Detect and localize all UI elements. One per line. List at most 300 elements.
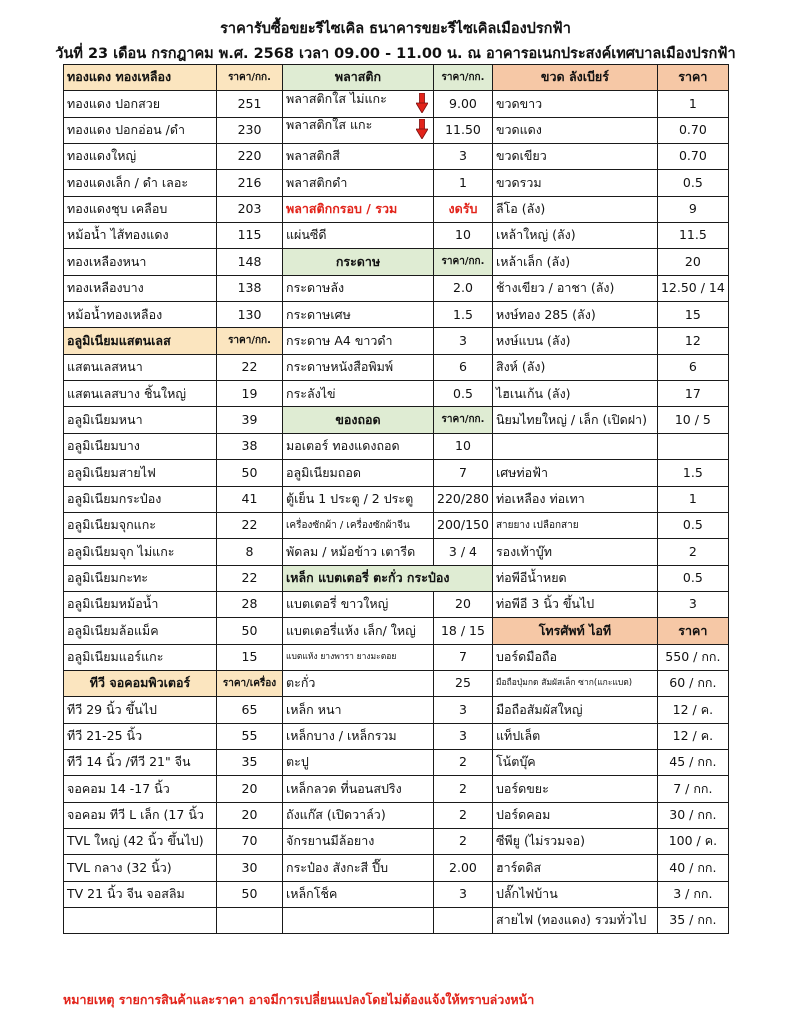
cell-text: ลีโอ (ลัง) [495,201,546,217]
down-arrow-icon [416,119,428,142]
price-cell [217,275,283,301]
price-cell [434,354,493,380]
item-cell [283,460,434,486]
cell-text: ราคา/กก. [228,71,271,83]
table-row [64,776,729,802]
cell-text: 70 [241,833,258,849]
price-cell [434,196,493,222]
price-cell [217,512,283,538]
table-row [64,65,729,91]
cell-text: 18 / 15 [440,622,485,638]
price-cell [434,670,493,696]
item-cell [64,196,217,222]
cell-text: ปลั๊กไฟบ้าน [495,886,558,902]
price-cell [434,776,493,802]
price-cell [657,855,728,881]
cell-text: 45 / กก. [669,754,717,770]
cell-text: 9.00 [449,95,477,111]
cell-text: 7 [458,464,467,480]
cell-text: 38 [241,438,258,454]
cell-text: ตู้เย็น 1 ประตู / 2 ประตู [286,490,414,506]
item-cell [283,381,434,407]
price-cell [434,302,493,328]
cell-text: เหล้าเล็ก (ลัง) [495,253,571,269]
item-cell [283,855,434,881]
cell-text: 251 [237,95,262,111]
item-cell [492,460,657,486]
price-cell [217,91,283,117]
item-cell [64,117,217,143]
item-cell [64,591,217,617]
cell-text: 35 / กก. [669,912,717,928]
cell-text: 10 [455,227,471,243]
price-cell [434,223,493,249]
cell-text: ตะกั่ว [286,675,316,691]
category-header [434,249,493,275]
item-cell [64,539,217,565]
cell-text: 22 [241,517,258,533]
price-cell [434,908,493,934]
price-cell [217,196,283,222]
cell-text: อลูมิเนียมสายไฟ [67,464,156,480]
item-cell [283,539,434,565]
cell-text: 35 [241,754,258,770]
price-cell [657,460,728,486]
category-header [283,407,434,433]
price-cell [217,749,283,775]
cell-text: พลาสติก [334,69,382,85]
table-row [64,144,729,170]
price-cell [657,908,728,934]
cell-text: บอร์ดขยะ [495,780,549,796]
item-cell [283,144,434,170]
price-cell [217,618,283,644]
cell-text: กระดาษเศษ [286,306,351,322]
item-cell [492,117,657,143]
cell-text: อลูมิเนียมกระป๋อง [67,490,162,506]
item-cell [283,512,434,538]
item-cell [492,908,657,934]
cell-text: 20 [241,780,258,796]
item-cell [283,433,434,459]
price-cell [657,539,728,565]
cell-text: แผ่นซีดี [286,227,327,243]
table-row [64,670,729,696]
cell-text: อลูมิเนียมจุก ไม่แกะ [67,543,175,559]
cell-text: 220 [237,148,262,164]
category-header [283,565,493,591]
cell-text: ฮาร์ดดิส [495,859,542,875]
price-cell [217,433,283,459]
price-table [63,64,729,934]
cell-text: ราคา [678,622,708,638]
cell-text: 2 [688,543,697,559]
cell-text: พลาสติกใส ไม่แกะ [286,90,387,106]
cell-text: 20 [455,596,471,612]
table-row [64,828,729,854]
price-cell [217,407,283,433]
cell-text: ทองแดงใหญ่ [67,148,137,164]
price-cell [217,881,283,907]
item-cell [492,881,657,907]
price-cell [217,908,283,934]
price-cell [217,381,283,407]
cell-text: อลูมิเนียมบาง [67,438,140,454]
item-cell [64,908,217,934]
cell-text: อลูมิเนียมล้อแม็ค [67,622,159,638]
cell-text: แสตนเลสบาง ชิ้นใหญ่ [67,385,186,401]
price-cell [434,170,493,196]
item-cell [64,723,217,749]
cell-text: พัดลม / หม้อข้าว เตารีด [286,543,416,559]
item-cell [492,223,657,249]
price-cell [657,433,728,459]
category-header [283,65,434,91]
table-row [64,460,729,486]
cell-text: เศษท่อฟ้า [495,464,549,480]
page-title: ราคารับซื้อขยะรีไซเคิล ธนาคารขยะรีไซเคิลเมืองปรกฟ้า [220,21,571,37]
cell-text: ขวด ลังเบียร์ [540,69,609,85]
cell-text: มอเตอร์ ทองแดงถอด [286,438,400,454]
price-cell [434,802,493,828]
cell-text: สายไฟ (ทองแดง) รวมทั่วไป [495,912,647,928]
price-cell [217,460,283,486]
price-cell [657,91,728,117]
item-cell [283,591,434,617]
item-cell [492,670,657,696]
item-cell [64,697,217,723]
cell-text: 12 / ค. [672,728,714,744]
cell-text: พลาสติกสี [286,148,340,164]
price-cell [657,881,728,907]
cell-text: เหล็กโช็ค [286,886,338,902]
cell-text: เหล็ก แบตเตอรี่ ตะกั่ว กระป๋อง [286,569,450,585]
cell-text: ราคา/กก. [228,335,271,347]
price-cell [434,275,493,301]
price-cell [217,565,283,591]
cell-text: 200/150 [437,517,489,533]
table-row [64,249,729,275]
price-cell [657,723,728,749]
cell-text: 2 [458,807,467,823]
price-cell [217,591,283,617]
item-cell [283,486,434,512]
cell-text: 1.5 [453,306,473,322]
cell-text: 2 [458,833,467,849]
item-cell [283,117,434,143]
price-cell [434,749,493,775]
item-cell [283,223,434,249]
cell-text: 2 [458,780,467,796]
cell-text: หงษ์ทอง 285 (ลัง) [495,306,596,322]
item-cell [283,644,434,670]
cell-text: ราคา [678,69,708,85]
category-header [217,670,283,696]
table-row [64,170,729,196]
price-cell [217,802,283,828]
item-cell [64,249,217,275]
cell-text: เหล็กบาง / เหล็กรวม [286,728,397,744]
price-cell [657,591,728,617]
cell-text: แบตเตอรี่ ขาวใหญ่ [286,596,389,612]
category-header [283,249,434,275]
cell-text: 25 [455,675,471,691]
item-cell [64,354,217,380]
price-cell [217,117,283,143]
price-cell [657,223,728,249]
cell-text: ราคา/กก. [441,414,485,426]
cell-text: ทีวี 14 นิ้ว /ทีวี 21" จีน [67,754,191,770]
category-header [657,618,728,644]
price-cell [434,144,493,170]
category-header [492,618,657,644]
table-row [64,749,729,775]
price-cell [434,460,493,486]
price-cell [434,855,493,881]
cell-text: กระดาษลัง [286,280,345,296]
price-cell [657,117,728,143]
cell-text: 19 [241,385,258,401]
item-cell [283,302,434,328]
cell-text: ทองเหลืองบาง [67,280,144,296]
cell-text: 216 [237,174,262,190]
price-cell [657,802,728,828]
category-header [434,65,493,91]
item-cell [492,644,657,670]
price-cell [657,144,728,170]
cell-text: ขวดขาว [495,95,543,111]
item-cell [64,170,217,196]
cell-text: 12 [684,332,701,348]
price-cell [434,512,493,538]
cell-text: 22 [241,569,258,585]
table-row [64,486,729,512]
cell-text: 550 / กก. [665,648,721,664]
cell-text: 1 [688,490,697,506]
cell-text: 50 [241,622,258,638]
cell-text: 40 / กก. [669,859,717,875]
cell-text: 15 [684,306,701,322]
price-cell [217,723,283,749]
price-cell [657,381,728,407]
cell-text: 3 [458,728,467,744]
cell-text: 3 [458,332,467,348]
item-cell [64,776,217,802]
cell-text: กระดาษ A4 ขาวดำ [286,332,393,348]
price-cell [434,328,493,354]
price-cell [657,749,728,775]
item-cell [492,196,657,222]
cell-text: 2 [458,754,467,770]
price-cell [434,591,493,617]
cell-text: ขวดเขียว [495,148,547,164]
cell-text: 138 [237,280,262,296]
table-row [64,381,729,407]
item-cell [283,697,434,723]
cell-text: 12.50 / 14 [660,280,725,296]
category-header [217,328,283,354]
cell-text: 130 [237,306,262,322]
cell-text: บอร์ดมือถือ [495,648,558,664]
cell-text: 20 [241,807,258,823]
cell-text: 65 [241,701,258,717]
item-cell [64,618,217,644]
item-cell [492,91,657,117]
price-cell [434,381,493,407]
item-cell [64,512,217,538]
cell-text: 1 [458,174,467,190]
item-cell [64,275,217,301]
cell-text: กระดาษ [335,253,381,269]
table-row [64,223,729,249]
table-row [64,591,729,617]
price-cell [657,302,728,328]
cell-text: 230 [237,122,262,138]
table-row [64,881,729,907]
price-cell [217,223,283,249]
cell-text: กระดาษหนังสือพิมพ์ [286,359,394,375]
cell-text: 50 [241,886,258,902]
price-cell [657,512,728,538]
table-row [64,565,729,591]
item-cell [283,723,434,749]
item-cell [492,828,657,854]
item-cell [492,776,657,802]
price-cell [657,249,728,275]
price-cell [434,881,493,907]
table-row [64,512,729,538]
item-cell [492,407,657,433]
table-row [64,723,729,749]
cell-text: ทีวี 21-25 นิ้ว [67,728,143,744]
cell-text: ทองแดง ปอกสวย [67,95,161,111]
item-cell [492,855,657,881]
item-cell [64,881,217,907]
cell-text: พลาสติกใส แกะ [286,117,373,133]
price-cell [217,249,283,275]
price-cell [657,670,728,696]
cell-text: 12 / ค. [672,701,714,717]
table-row [64,275,729,301]
item-cell [64,802,217,828]
price-cell [434,644,493,670]
item-cell [492,170,657,196]
item-cell [283,749,434,775]
cell-text: 3 [458,701,467,717]
cell-text: 0.5 [453,385,473,401]
item-cell [283,170,434,196]
item-cell [492,749,657,775]
item-cell [283,828,434,854]
item-cell [283,328,434,354]
price-cell [217,828,283,854]
cell-text: แบตแห้ง ยางพารา ยางมะตอย [286,651,397,662]
cell-text: 0.5 [682,174,703,190]
price-cell [434,486,493,512]
cell-text: 2.00 [449,859,477,875]
cell-text: 55 [241,728,258,744]
cell-text: 41 [241,490,258,506]
cell-text: ทองแดงชุบ เคลือบ [67,201,168,217]
cell-text: เหล้าใหญ่ (ลัง) [495,227,576,243]
item-cell [64,433,217,459]
price-cell [657,407,728,433]
cell-text: ทีวี 29 นิ้ว ขึ้นไป [67,701,157,717]
cell-text: 3 [458,148,467,164]
price-cell [434,723,493,749]
cell-text: ท่อเหลือง ท่อเทา [495,490,585,506]
item-cell [283,354,434,380]
cell-text: ตะปู [286,754,309,770]
cell-text: จอคอม ทีวี L เล็ก (17 นิ้ว [67,807,204,823]
table-row [64,644,729,670]
price-cell [434,433,493,459]
price-cell [657,354,728,380]
cell-text: 220/280 [437,490,489,506]
cell-text: พลาสติกกรอบ / รวม [286,201,398,217]
cell-text: หม้อน้ำ ไส้ทองแดง [67,227,169,243]
cell-text: 3 [688,596,697,612]
cell-text: จักรยานมีล้อยาง [286,833,375,849]
price-cell [217,354,283,380]
cell-text: 50 [241,464,258,480]
price-cell [657,328,728,354]
table-row [64,302,729,328]
cell-text: อลูมิเนียมถอด [286,464,361,480]
cell-text: 17 [684,385,701,401]
item-cell [64,828,217,854]
price-cell [217,644,283,670]
item-cell [283,618,434,644]
price-cell [657,486,728,512]
table-row [64,802,729,828]
cell-text: อลูมิเนียมกะทะ [67,569,149,585]
table-row [64,618,729,644]
item-cell [283,908,434,934]
page-subtitle-date: วันที่ 23 เดือน กรกฎาคม พ.ศ. 2568 เวลา 09.00 - 11.00 น. ณ อาคารอเนกประสงค์เทศบาลเมืองปรกฟ้า [55,46,736,62]
price-cell [657,776,728,802]
cell-text: ทีวี จอคอมพิวเตอร์ [89,675,191,691]
price-cell [657,565,728,591]
item-cell [492,249,657,275]
table-row [64,117,729,143]
cell-text: เหล็ก หนา [286,701,342,717]
table-row [64,539,729,565]
item-cell [492,591,657,617]
price-cell [217,486,283,512]
cell-text: ไฮเนเก้น (ลัง) [495,385,571,401]
item-cell [283,776,434,802]
item-cell [492,275,657,301]
price-cell [657,170,728,196]
item-cell [283,91,434,117]
cell-text: 0.70 [678,148,707,164]
item-cell [64,223,217,249]
item-cell [492,486,657,512]
cell-text: ทองแดง ทองเหลือง [67,69,172,85]
item-cell [492,381,657,407]
cell-text: 8 [245,543,254,559]
item-cell [492,565,657,591]
category-header [434,407,493,433]
cell-text: ทองแดงเล็ก / ดำ เลอะ [67,174,189,190]
cell-text: 0.70 [678,122,707,138]
item-cell [492,539,657,565]
footnote: หมายเหตุ รายการสินค้าและราคา อาจมีการเปลี่ยนแปลงโดยไม่ต้องแจ้งให้ทราบล่วงหน้า [63,992,535,1007]
cell-text: 203 [237,201,262,217]
cell-text: อลูมิเนียมหนา [67,411,143,427]
item-cell [64,91,217,117]
